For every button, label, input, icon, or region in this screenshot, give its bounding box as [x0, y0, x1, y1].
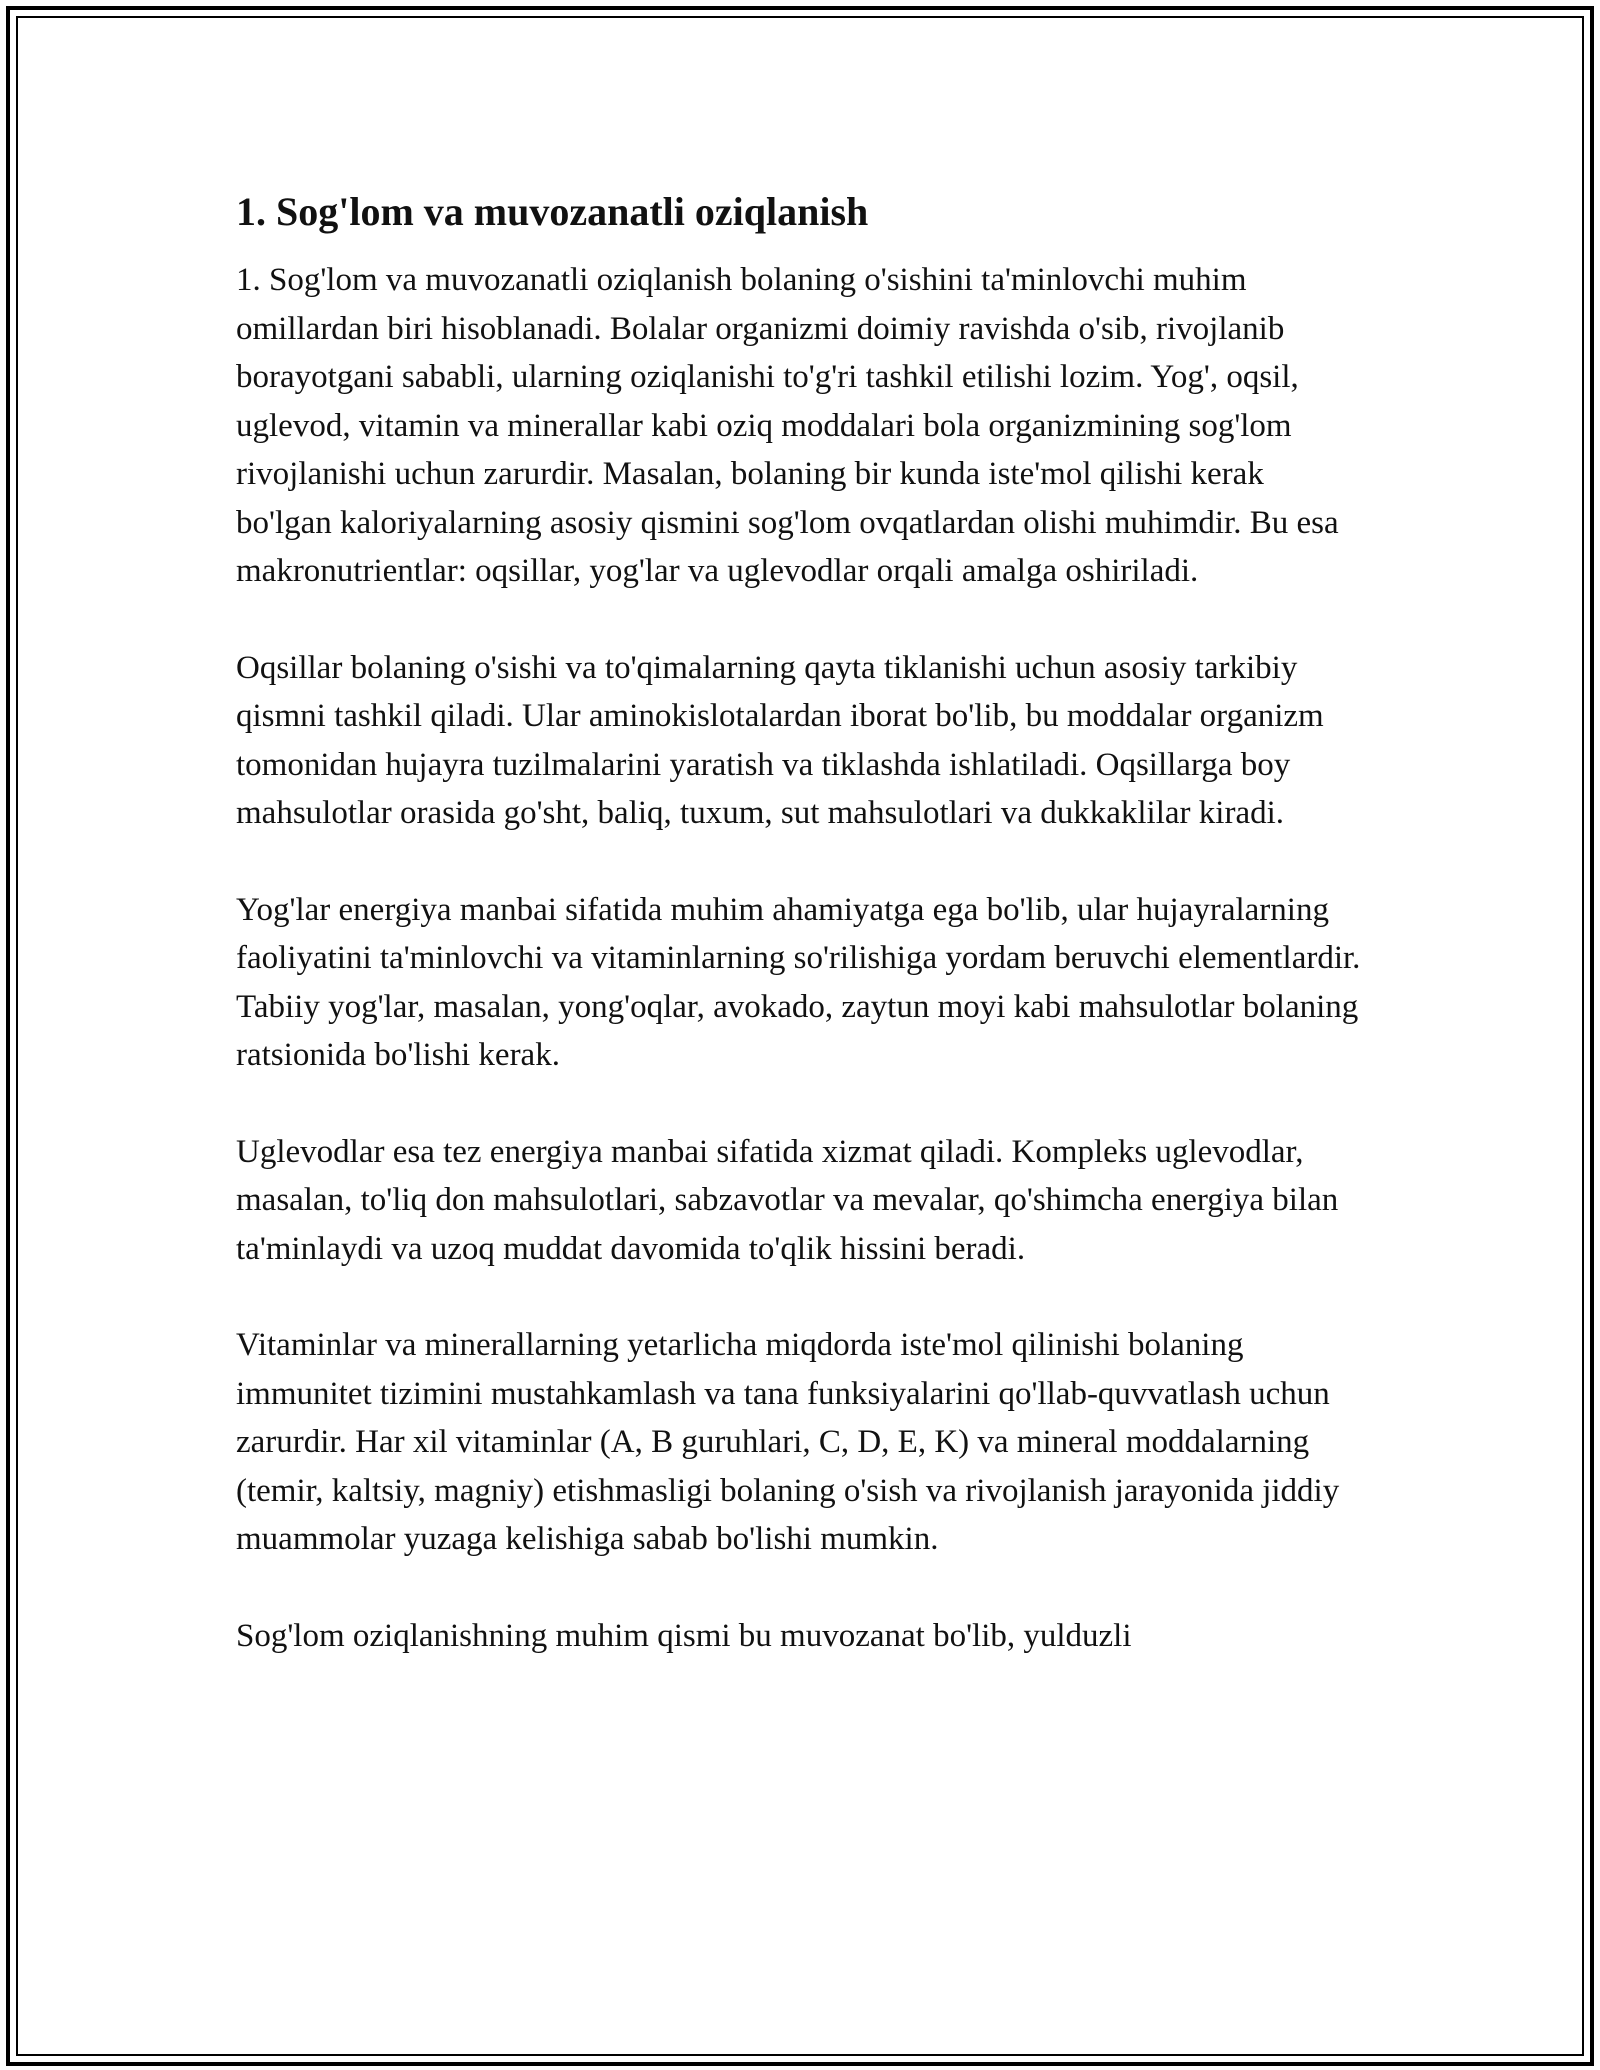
- section-heading: 1. Sog'lom va muvozanatli oziqlanish: [236, 189, 869, 234]
- paragraph-carbohydrates: Uglevodlar esa tez energiya manbai sifatida xizmat qiladi. Kompleks uglevodlar, masalan, to'liq don mahsulotlari, sabzavotlar va mevalar, qo'shimcha energiya bilan ta'minlaydi va uzoq muddat davomida to'qlik hissini beradi.: [236, 1133, 1339, 1267]
- paragraph-balance: Sog'lom oziqlanishning muhim qismi bu muvozanat bo'lib, yulduzli: [236, 1617, 1132, 1654]
- paragraph-proteins: Oqsillar bolaning o'sishi va to'qimalarning qayta tiklanishi uchun asosiy tarkibiy qismni tashkil qiladi. Ular aminokislotalardan iborat bo'lib, bu moddalar organizm tomonidan hujayra tuzilmalarini yaratish va tiklashda ishlatiladi. Oqsillarga boy mahsulotlar orasida go'sht, baliq, tuxum, sut mahsulotlari va dukkaklilar kiradi.: [236, 649, 1324, 831]
- paragraph-vitamins-minerals: Vitaminlar va minerallarning yetarlicha miqdorda iste'mol qilinishi bolaning immunitet tizimini mustahkamlash va tana funksiyalarini qo'llab-quvvatlash uchun zarurdir. Har xil vitaminlar (A, B guruhlari, C, D, E, K) va mineral moddalarning (temir, kaltsiy, magniy) etishmasligi bolaning o'sish va rivojlanish jarayonida jiddiy muammolar yuzaga kelishiga sabab bo'lishi mumkin.: [236, 1327, 1340, 1557]
- paragraph-fats: Yog'lar energiya manbai sifatida muhim ahamiyatga ega bo'lib, ular hujayralarning faoliyatini ta'minlovchi va vitaminlarning so'rilishiga yordam beruvchi elementlardir. Tabiiy yog'lar, masalan, yong'oqlar, avokado, zaytun moyi kabi mahsulotlar bolaning ratsionida bo'lishi kerak.: [236, 891, 1361, 1073]
- paragraph-intro: 1. Sog'lom va muvozanatli oziqlanish bolaning o'sishini ta'minlovchi muhim omillardan biri hisoblanadi. Bolalar organizmi doimiy ravishda o'sib, rivojlanib borayotgani sababli, ularning oziqlanishi to'g'ri tashkil etilishi lozim. Yog', oqsil, uglevod, vitamin va minerallar kabi oziq moddalari bola organizmining sog'lom rivojlanishi uchun zarurdir. Masalan, bolaning bir kunda iste'mol qilishi kerak bo'lgan kaloriyalarning asosiy qismini sog'lom ovqatlardan olishi muhimdir. Bu esa makronutrientlar: oqsillar, yog'lar va uglevodlar orqali amalga oshiriladi.: [236, 262, 1339, 589]
- document-body: [236, 184, 1366, 1660]
